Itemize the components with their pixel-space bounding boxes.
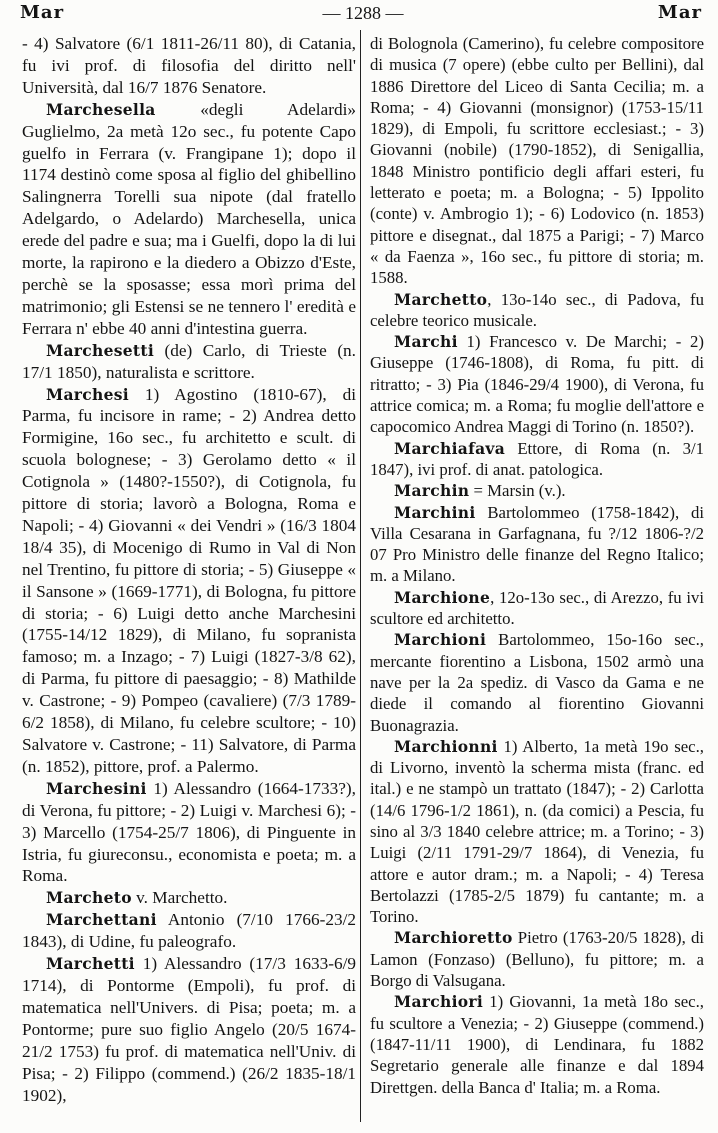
entry-text: 1) Agostino (1810-67), di Parma, fu incisore in rame; - 2) Andrea detto Formigine, 16o sec., fu architetto e scult. di scuola bolognese; - 3) Gerolamo detto « il Cotignola » (1480?-1550?), di Cotignola, fu pittore di storia; lavorò a Bologna, Roma e Napoli; - 4) Giovanni « dei Vendri » (16/3 1804 18/4 35), di Mocenigo di Rumo in Val di Non nel Trentino, fu pittore di storia; - 5) Giuseppe « il Sansone » (1669-1771), di Bologna, fu pittore di storia; - 6) Luigi detto anche Marchesini (1755-14/12 1829), di Milano, fu sopranista famoso; m. a Inzago; - 7) Luigi (1827-3/8 62), di Parma, fu pittore di paesaggio; - 8) Mathilde v. Castrone; - 9) Pompeo (cavaliere) (7/3 1789-6/2 1858), di Milano, fu celebre scultore; - 10) Salvatore v. Castrone; - 11) Salvatore, di Parma (n. 1852), pittore, prof. a Palermo. bbox=[22, 384, 356, 776]
headword: Marchini bbox=[394, 502, 476, 522]
right-column bbox=[370, 33, 704, 1098]
entry-text: Bartolommeo (1758-1842), di Villa Cesarana in Garfagnana, fu ?/12 1806-?/2 07 Pro Ministro delle finanze del Regno Italico; m. a Milano. bbox=[370, 502, 704, 586]
entry-text: v. Marchetto. bbox=[131, 888, 228, 908]
entry-text: Ettore, di Roma (n. 3/1 1847), ivi prof. di anat. patologica. bbox=[370, 438, 704, 479]
headword: Marchesini bbox=[46, 778, 147, 798]
headword: Marchi bbox=[394, 332, 458, 352]
entry bbox=[370, 991, 704, 1097]
entry bbox=[370, 480, 704, 501]
entry-text: 1) Francesco v. De Marchi; - 2) Giuseppe (1746-1808), di Roma, fu pitt. di ritratto; - 3) Pia (1846-29/4 1900), di Verona, fu attrice comica; m. a Roma; fu moglie dell'attore e capocomico Andrea Maggi di Torino (n. 1850?). bbox=[370, 332, 704, 437]
entry bbox=[370, 587, 704, 630]
headword: Marchione bbox=[394, 587, 491, 607]
headword: Marchetto bbox=[394, 289, 488, 309]
entry-text: 1) Alessandro (1664-1733?), di Verona, fu pittore; - 2) Luigi v. Marchesi 6); - 3) Marcello (1754-25/7 1806), di Pinguente in Istria, fu giureconsu., economista e poeta; m. a Roma. bbox=[22, 778, 356, 886]
entry bbox=[370, 502, 704, 587]
headword: Marchiori bbox=[394, 992, 484, 1012]
entry-text: (de) Carlo, di Trieste (n. 17/1 1850), naturalista e scrittore. bbox=[22, 340, 356, 382]
headword: Marchesella bbox=[46, 99, 156, 119]
entry-text: di Bolognola (Camerino), fu celebre compositore di musica (7 opere) (ebbe culto per Bellini), dal 1886 Direttore del Liceo di Santa Cecilia; m. a Roma; - 4) Giovanni (monsignor) (1753-15/11 1829), di Empoli, fu scrittore ecclesiast.; - 3) Giovanni (nobile) (1790-1852), di Senigallia, 1848 Ministro pontificio degli affari esteri, fu letterato e poeta; m. a Bologna; - 5) Ippolito (conte) v. Ambrogio 1); - 6) Lodovico (n. 1853) pittore e disegnat., dal 1875 a Parigi; - 7) Marco « da Faenza », 16o sec., fu pittore di storia; m. 1588. bbox=[370, 34, 704, 288]
entry bbox=[22, 340, 356, 384]
headword: Marchettani bbox=[46, 910, 157, 930]
entry bbox=[22, 778, 356, 888]
entry bbox=[370, 629, 704, 735]
entry-text: 1) Alberto, 1a metà 19o sec., di Livorno, inventò la scherma mista (franc. ed ital.) e ne stampò un trattato (1847); - 2) Carlotta (14/6 1796-1/2 1861), n. (da comici) a Pescia, fu sino al 3/3 1840 celebre attrice; m. a Torino; - 3) Luigi (2/11 1791-29/7 1864), di Venezia, fu attore e autor dram.; m. a Napoli; - 4) Teresa Bertolazzi (1785-2/5 1879) fu cantante; m. a Torino. bbox=[370, 736, 704, 927]
headword: Marchioni bbox=[394, 630, 487, 650]
entry bbox=[370, 736, 704, 928]
left-column bbox=[22, 33, 356, 1106]
entry-text: 1) Giovanni, 1a metà 18o sec., fu scultore a Venezia; - 2) Giuseppe (commend.) (1847-11/11 1900), di Lendinara, fu 1882 Segretario generale alle finanze e dal 1894 Direttgen. della Banca d' Italia; m. a Roma. bbox=[370, 992, 704, 1097]
entry bbox=[22, 887, 356, 909]
running-head-right: Mar bbox=[657, 2, 702, 23]
entry-text: Antonio (7/10 1766-23/2 1843), di Udine, fu paleografo. bbox=[22, 910, 356, 952]
headword: Marchesetti bbox=[46, 340, 155, 360]
headword: Marcheto bbox=[46, 888, 132, 908]
page-number: — 1288 — bbox=[322, 3, 404, 23]
entry bbox=[22, 909, 356, 953]
entry bbox=[22, 384, 356, 778]
entry bbox=[370, 289, 704, 332]
column-divider bbox=[360, 30, 361, 1122]
entry-text: , 13o-14o sec., di Padova, fu celebre teorico musicale. bbox=[370, 289, 704, 330]
entry-text: , 12o-13o sec., di Arezzo, fu ivi scultore ed architetto. bbox=[370, 587, 704, 629]
headword: Marchiafava bbox=[394, 438, 506, 458]
running-head bbox=[20, 2, 706, 28]
entry bbox=[22, 99, 356, 340]
headword: Marchin bbox=[394, 481, 470, 501]
entry-text: Bartolommeo, 15o-16o sec., mercante fiorentino a Lisbona, 1502 armò una nave per la 2a spediz. di Vasco da Gama e ne diede il comando al fiorentino Giovanni Buonagrazia. bbox=[370, 630, 704, 735]
entry bbox=[22, 953, 356, 1106]
running-head-left: Mar bbox=[20, 2, 65, 23]
headword: Marchionni bbox=[394, 736, 498, 756]
entry-text: 1) Alessandro (17/3 1633-6/9 1714), di Pontorme (Empoli), fu prof. di matematica nell'Univers. di Pisa; poeta; m. a Pontorme; pure suo figlio Angelo (20/5 1674-21/2 1753) fu prof. di matematica nell'Univ. di Pisa; - 2) Filippo (commend.) (26/2 1835-18/1 1902), bbox=[22, 954, 356, 1105]
entry bbox=[370, 927, 704, 991]
entry-text: «degli Adelardi» Guglielmo, 2a metà 12o sec., fu potente Capo guelfo in Ferrara (v. Frangipane 1); dopo il 1174 destinò come sposa al figlio del ghibellino Salingnerra Torelli sua nipote (dal fratello Adelgardo, o Adelardo) Marchesella, unica erede del padre e sua; ma i Guelfi, dopo la di lui morte, la rapirono e la diedero a Obizzo d'Este, perchè se la sposasse; essa morì prima del matrimonio; gli Estensi se ne tennero l' eredità e Ferrara n' ebbe 40 anni d'intestina guerra. bbox=[22, 99, 356, 338]
entry-text: Pietro (1763-20/5 1828), di Lamon (Fonzaso) (Belluno), fu pittore; m. a Borgo di Valsugana. bbox=[370, 928, 704, 991]
entry-text: = Marsin (v.). bbox=[469, 481, 566, 501]
entry bbox=[370, 438, 704, 481]
entry bbox=[370, 33, 704, 289]
entry-text: - 4) Salvatore (6/1 1811-26/11 80), di Catania, fu ivi prof. di filosofia del diritto nell' Università, dal 16/7 1876 Senatore. bbox=[22, 34, 356, 97]
headword: Marchioretto bbox=[394, 928, 513, 948]
headword: Marchetti bbox=[46, 954, 135, 974]
entry bbox=[370, 331, 704, 437]
entry bbox=[22, 33, 356, 99]
headword: Marchesi bbox=[46, 384, 129, 404]
